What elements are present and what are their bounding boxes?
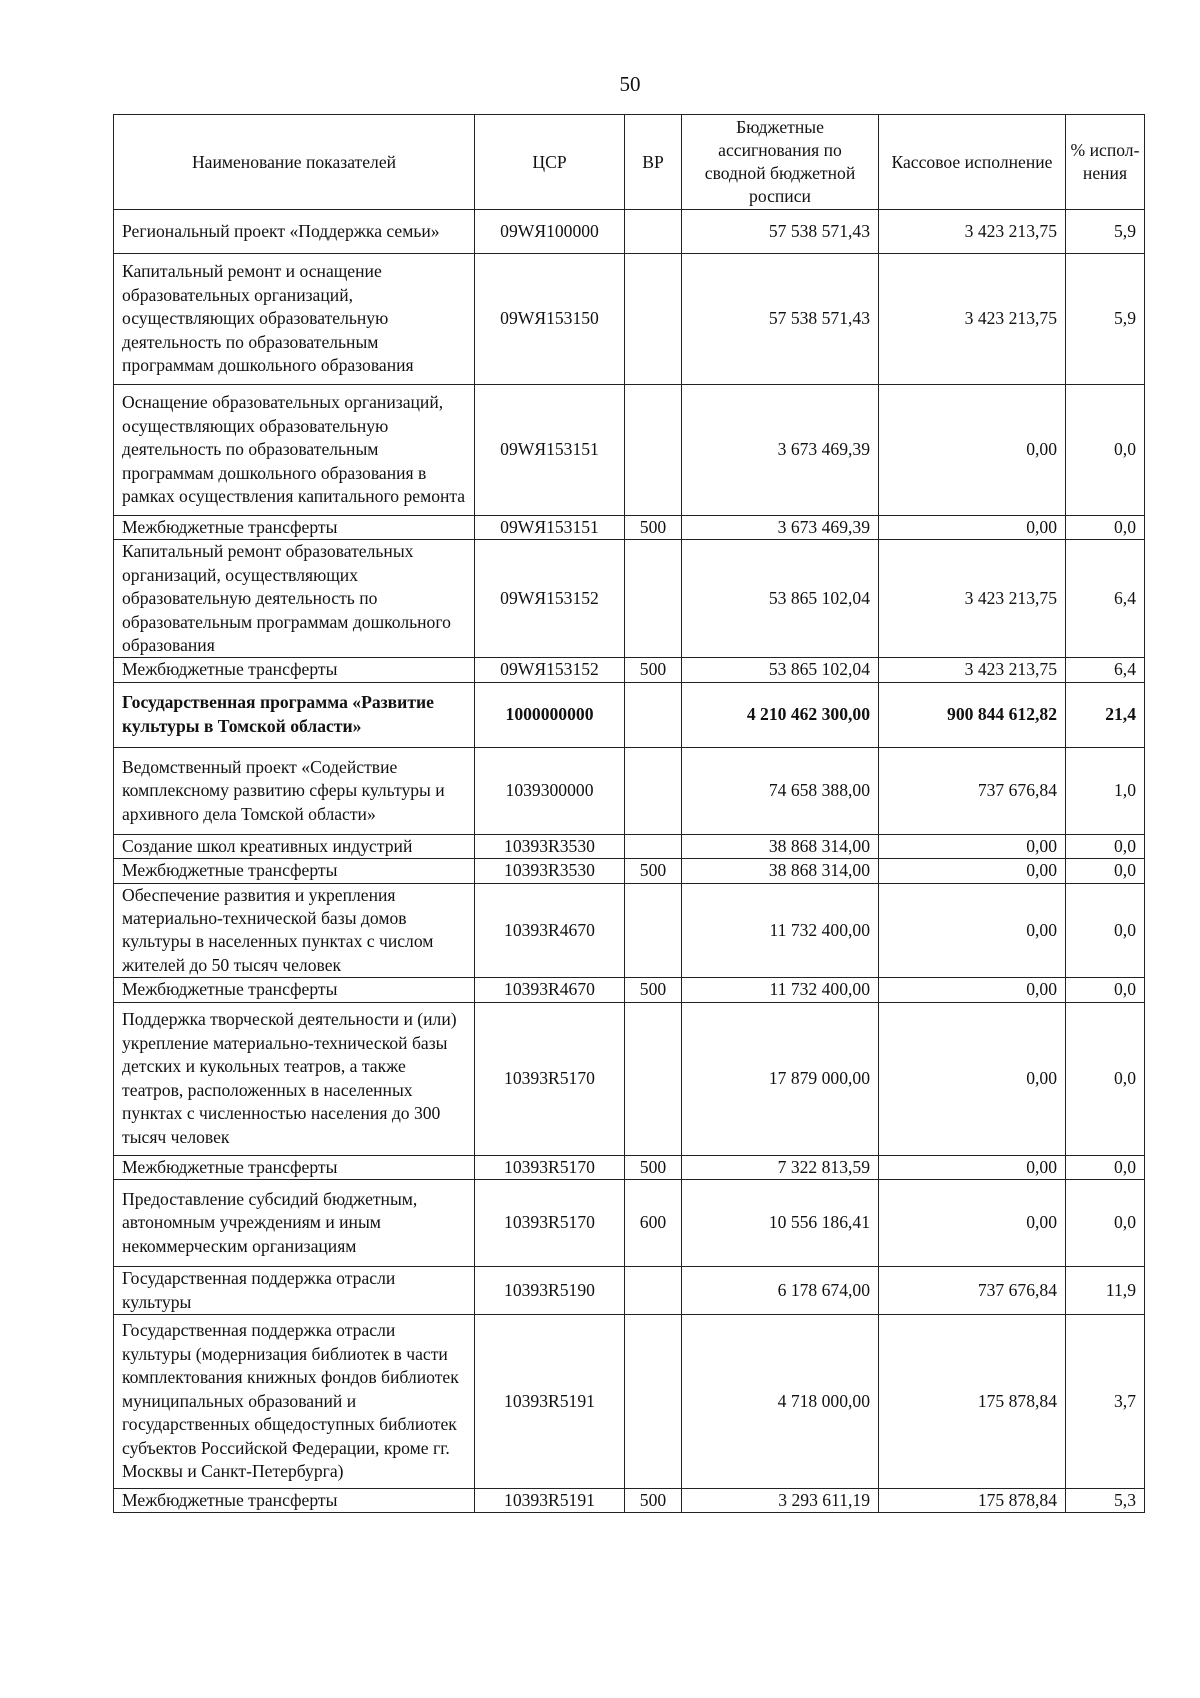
cell-cash: 3 423 213,75 (879, 658, 1066, 682)
cell-vr (625, 385, 682, 516)
table-row (114, 1002, 1145, 1155)
cell-vr (625, 1267, 682, 1315)
cell-percent: 0,0 (1066, 834, 1145, 858)
cell-name: Предоставление субсидий бюджетным, автономным учреждениям и иным некоммерческим организациям (114, 1180, 475, 1267)
cell-vr: 500 (625, 1488, 682, 1512)
cell-percent: 0,0 (1066, 385, 1145, 516)
cell-name: Межбюджетные трансферты (114, 1488, 475, 1512)
cell-cash: 0,00 (879, 385, 1066, 516)
cell-vr: 600 (625, 1180, 682, 1267)
cell-percent: 5,9 (1066, 210, 1145, 254)
cell-csr: 10393R3530 (475, 834, 625, 858)
table-row (114, 747, 1145, 834)
cell-assignments: 3 673 469,39 (682, 516, 879, 540)
cell-csr: 09WЯ153152 (475, 540, 625, 658)
cell-csr: 10393R4670 (475, 883, 625, 978)
cell-assignments: 3 293 611,19 (682, 1488, 879, 1512)
cell-name: Межбюджетные трансферты (114, 658, 475, 682)
cell-cash: 0,00 (879, 516, 1066, 540)
cell-vr (625, 254, 682, 385)
cell-cash: 3 423 213,75 (879, 254, 1066, 385)
cell-csr: 09WЯ153150 (475, 254, 625, 385)
cell-cash: 0,00 (879, 1180, 1066, 1267)
cell-name: Государственная поддержка отрасли культуры (114, 1267, 475, 1315)
header-percent: % испол-нения (1066, 115, 1145, 210)
cell-cash: 737 676,84 (879, 1267, 1066, 1315)
cell-percent: 5,9 (1066, 254, 1145, 385)
cell-assignments: 57 538 571,43 (682, 210, 879, 254)
table-row (114, 1155, 1145, 1179)
cell-assignments: 4 210 462 300,00 (682, 682, 879, 747)
cell-percent: 0,0 (1066, 1180, 1145, 1267)
cell-csr: 10393R4670 (475, 978, 625, 1002)
table-row (114, 254, 1145, 385)
header-row (114, 115, 1145, 210)
header-assignments: Бюджетные ассигнования по сводной бюджетной росписи (682, 115, 879, 210)
cell-csr: 10393R5191 (475, 1314, 625, 1488)
header-csr: ЦСР (475, 115, 625, 210)
budget-execution-table (113, 114, 1145, 1513)
cell-name: Межбюджетные трансферты (114, 978, 475, 1002)
table-row (114, 516, 1145, 540)
cell-assignments: 38 868 314,00 (682, 859, 879, 883)
cell-percent: 11,9 (1066, 1267, 1145, 1315)
cell-name: Ведомственный проект «Содействие комплексному развитию сферы культуры и архивного дела Томской области» (114, 747, 475, 834)
cell-vr (625, 834, 682, 858)
cell-cash: 175 878,84 (879, 1314, 1066, 1488)
cell-percent: 0,0 (1066, 859, 1145, 883)
cell-cash: 900 844 612,82 (879, 682, 1066, 747)
cell-cash: 0,00 (879, 834, 1066, 858)
cell-csr: 10393R3530 (475, 859, 625, 883)
cell-assignments: 53 865 102,04 (682, 658, 879, 682)
cell-name: Обеспечение развития и укрепления материально-технической базы домов культуры в населенных пунктах с числом жителей до 50 тысяч человек (114, 883, 475, 978)
cell-name: Капитальный ремонт образовательных организаций, осуществляющих образовательную деятельность по образовательным программам дошкольного образования (114, 540, 475, 658)
cell-percent: 3,7 (1066, 1314, 1145, 1488)
cell-csr: 09WЯ100000 (475, 210, 625, 254)
cell-name: Государственная поддержка отрасли культуры (модернизация библиотек в части комплектования книжных фондов библиотек муниципальных образований и государственных общедоступных библиотек субъектов Российской Федерации, кроме гг. Москвы и Санкт-Петербурга) (114, 1314, 475, 1488)
cell-assignments: 38 868 314,00 (682, 834, 879, 858)
cell-name: Государственная программа «Развитие культуры в Томской области» (114, 682, 475, 747)
cell-cash: 0,00 (879, 859, 1066, 883)
cell-name: Поддержка творческой деятельности и (или) укрепление материально-технической базы детских и кукольных театров, а также театров, расположенных в населенных пунктах с численностью населения до 300 тысяч человек (114, 1002, 475, 1155)
cell-vr: 500 (625, 978, 682, 1002)
cell-assignments: 11 732 400,00 (682, 883, 879, 978)
cell-assignments: 57 538 571,43 (682, 254, 879, 385)
table-header (114, 115, 1145, 210)
cell-csr: 10393R5170 (475, 1002, 625, 1155)
cell-assignments: 4 718 000,00 (682, 1314, 879, 1488)
cell-name: Региональный проект «Поддержка семьи» (114, 210, 475, 254)
cell-name: Оснащение образовательных организаций, осуществляющих образовательную деятельность по образовательным программам дошкольного образования в рамках осуществления капитального ремонта (114, 385, 475, 516)
header-name: Наименование показателей (114, 115, 475, 210)
cell-name: Межбюджетные трансферты (114, 516, 475, 540)
table-row (114, 1488, 1145, 1512)
cell-csr: 09WЯ153151 (475, 516, 625, 540)
cell-percent: 6,4 (1066, 540, 1145, 658)
cell-assignments: 17 879 000,00 (682, 1002, 879, 1155)
cell-percent: 0,0 (1066, 1155, 1145, 1179)
cell-vr: 500 (625, 516, 682, 540)
cell-csr: 10393R5191 (475, 1488, 625, 1512)
cell-vr: 500 (625, 859, 682, 883)
header-cash: Кассовое исполнение (879, 115, 1066, 210)
table-row (114, 210, 1145, 254)
cell-csr: 10393R5170 (475, 1180, 625, 1267)
cell-assignments: 74 658 388,00 (682, 747, 879, 834)
cell-csr: 1000000000 (475, 682, 625, 747)
cell-csr: 09WЯ153152 (475, 658, 625, 682)
table-body (114, 210, 1145, 1513)
table-row (114, 978, 1145, 1002)
cell-vr (625, 540, 682, 658)
cell-vr: 500 (625, 658, 682, 682)
header-vr: ВР (625, 115, 682, 210)
cell-percent: 0,0 (1066, 883, 1145, 978)
cell-assignments: 6 178 674,00 (682, 1267, 879, 1315)
cell-csr: 10393R5190 (475, 1267, 625, 1315)
cell-csr: 1039300000 (475, 747, 625, 834)
cell-csr: 10393R5170 (475, 1155, 625, 1179)
page-number: 50 (619, 72, 641, 96)
table-row (114, 682, 1145, 747)
cell-assignments: 53 865 102,04 (682, 540, 879, 658)
cell-cash: 0,00 (879, 1155, 1066, 1179)
cell-cash: 175 878,84 (879, 1488, 1066, 1512)
table-row (114, 385, 1145, 516)
cell-percent: 6,4 (1066, 658, 1145, 682)
cell-cash: 3 423 213,75 (879, 210, 1066, 254)
cell-vr (625, 1002, 682, 1155)
table-row (114, 540, 1145, 658)
table-row (114, 834, 1145, 858)
cell-percent: 0,0 (1066, 516, 1145, 540)
cell-cash: 0,00 (879, 1002, 1066, 1155)
table-row (114, 1180, 1145, 1267)
cell-name: Межбюджетные трансферты (114, 859, 475, 883)
cell-cash: 0,00 (879, 883, 1066, 978)
cell-vr (625, 210, 682, 254)
cell-cash: 0,00 (879, 978, 1066, 1002)
cell-assignments: 10 556 186,41 (682, 1180, 879, 1267)
cell-csr: 09WЯ153151 (475, 385, 625, 516)
cell-percent: 0,0 (1066, 978, 1145, 1002)
cell-vr: 500 (625, 1155, 682, 1179)
table-row (114, 658, 1145, 682)
cell-assignments: 7 322 813,59 (682, 1155, 879, 1179)
cell-assignments: 11 732 400,00 (682, 978, 879, 1002)
table-row (114, 859, 1145, 883)
cell-assignments: 3 673 469,39 (682, 385, 879, 516)
cell-vr (625, 747, 682, 834)
cell-percent: 5,3 (1066, 1488, 1145, 1512)
cell-cash: 3 423 213,75 (879, 540, 1066, 658)
cell-name: Межбюджетные трансферты (114, 1155, 475, 1179)
table-row (114, 1314, 1145, 1488)
cell-name: Капитальный ремонт и оснащение образовательных организаций, осуществляющих образовательную деятельность по образовательным программам дошкольного образования (114, 254, 475, 385)
cell-vr (625, 1314, 682, 1488)
table-row (114, 1267, 1145, 1315)
cell-percent: 21,4 (1066, 682, 1145, 747)
cell-cash: 737 676,84 (879, 747, 1066, 834)
cell-vr (625, 883, 682, 978)
cell-name: Создание школ креативных индустрий (114, 834, 475, 858)
cell-percent: 0,0 (1066, 1002, 1145, 1155)
cell-percent: 1,0 (1066, 747, 1145, 834)
table-row (114, 883, 1145, 978)
cell-vr (625, 682, 682, 747)
